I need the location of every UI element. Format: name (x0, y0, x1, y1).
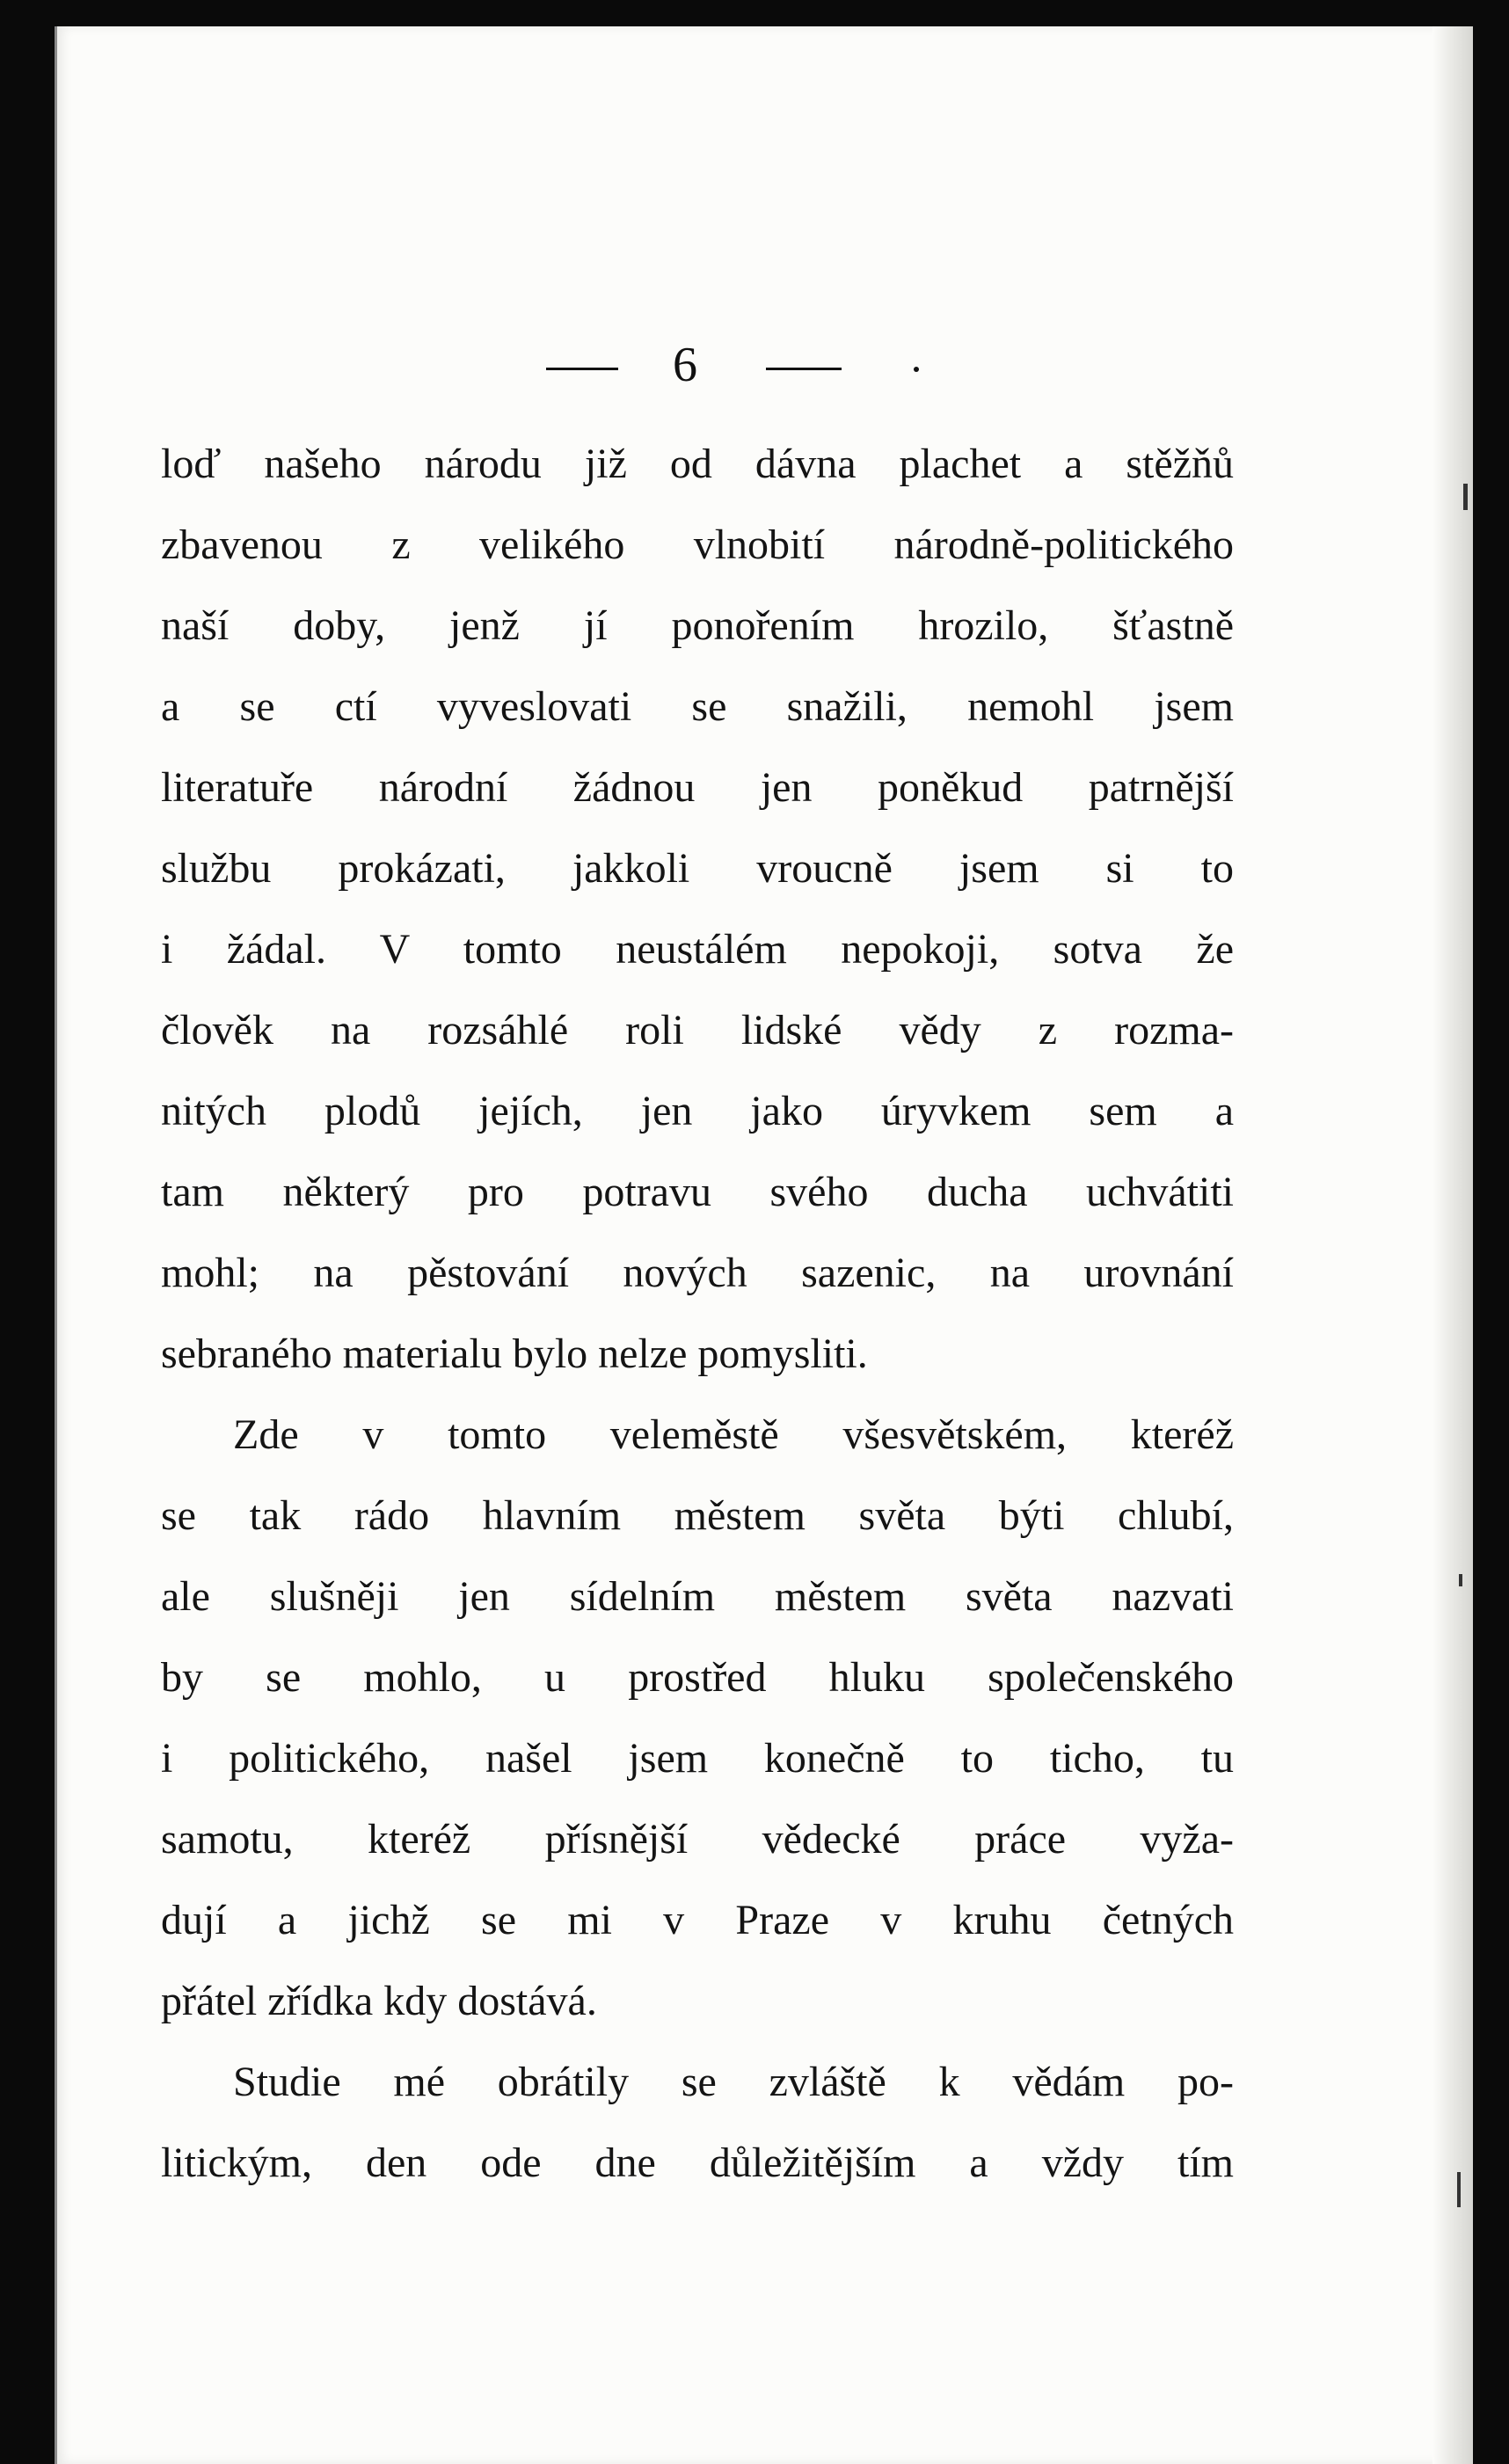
text-line: a se ctí vyveslovati se snažili, nemohl jsem (161, 683, 1234, 730)
paragraph-2 (161, 1395, 1234, 2042)
text-line: litickým, den ode dne důležitějším a vždy tím (161, 2140, 1234, 2186)
text-line: tam některý pro potravu svého ducha uchvátiti (161, 1169, 1234, 1215)
header-dot (914, 367, 919, 372)
text-line: člověk na rozsáhlé roli lidské vědy z rozma- (161, 1007, 1234, 1053)
book-page (55, 26, 1473, 2464)
text-line: mohl; na pěstování nových sazenic, na urovnání (161, 1250, 1234, 1296)
text-line: i žádal. V tomto neustálém nepokoji, sotva že (161, 926, 1234, 973)
text-line: by se mohlo, u prostřed hluku společenského (161, 1654, 1234, 1701)
text-line: i politického, našel jsem konečně to ticho, tu (161, 1735, 1234, 1782)
header-dash-right (766, 368, 842, 370)
text-line: naší doby, jenž jí ponořením hrozilo, šťastně (161, 602, 1234, 649)
text-line: se tak rádo hlavním městem světa býti chlubí, (161, 1492, 1234, 1539)
text-line: přátel zřídka kdy dostává. (161, 1978, 597, 2024)
text-line: literatuře národní žádnou jen poněkud patrnější (161, 764, 1234, 811)
text-line: dují a jichž se mi v Praze v kruhu četných (161, 1897, 1234, 1943)
paragraph-3 (161, 2042, 1234, 2204)
text-line: ale slušněji jen sídelním městem světa nazvati (161, 1573, 1234, 1620)
text-line: službu prokázati, jakkoli vroucně jsem si to (161, 845, 1234, 892)
text-line: Zde v tomto veleměstě všesvětském, kteréž (233, 1411, 1234, 1458)
text-line: Studie mé obrátily se zvláště k vědám po- (233, 2059, 1234, 2105)
paragraph-1 (161, 424, 1234, 1395)
text-line: samotu, kteréž přísnější vědecké práce vyža- (161, 1816, 1234, 1863)
text-line: nitých plodů jejích, jen jako úryvkem sem a (161, 1088, 1234, 1134)
page-number: 6 (673, 338, 697, 392)
text-line: zbavenou z velikého vlnobití národně-politického (161, 521, 1234, 568)
edge-speck (1459, 1574, 1462, 1586)
page-header (57, 334, 1473, 396)
edge-speck (1457, 2172, 1461, 2207)
edge-speck (1463, 484, 1468, 510)
text-line: sebraného materialu bylo nelze pomysliti. (161, 1330, 868, 1377)
header-dash-left (546, 368, 618, 370)
text-line: loď našeho národu již od dávna plachet a stěžňů (161, 441, 1234, 487)
